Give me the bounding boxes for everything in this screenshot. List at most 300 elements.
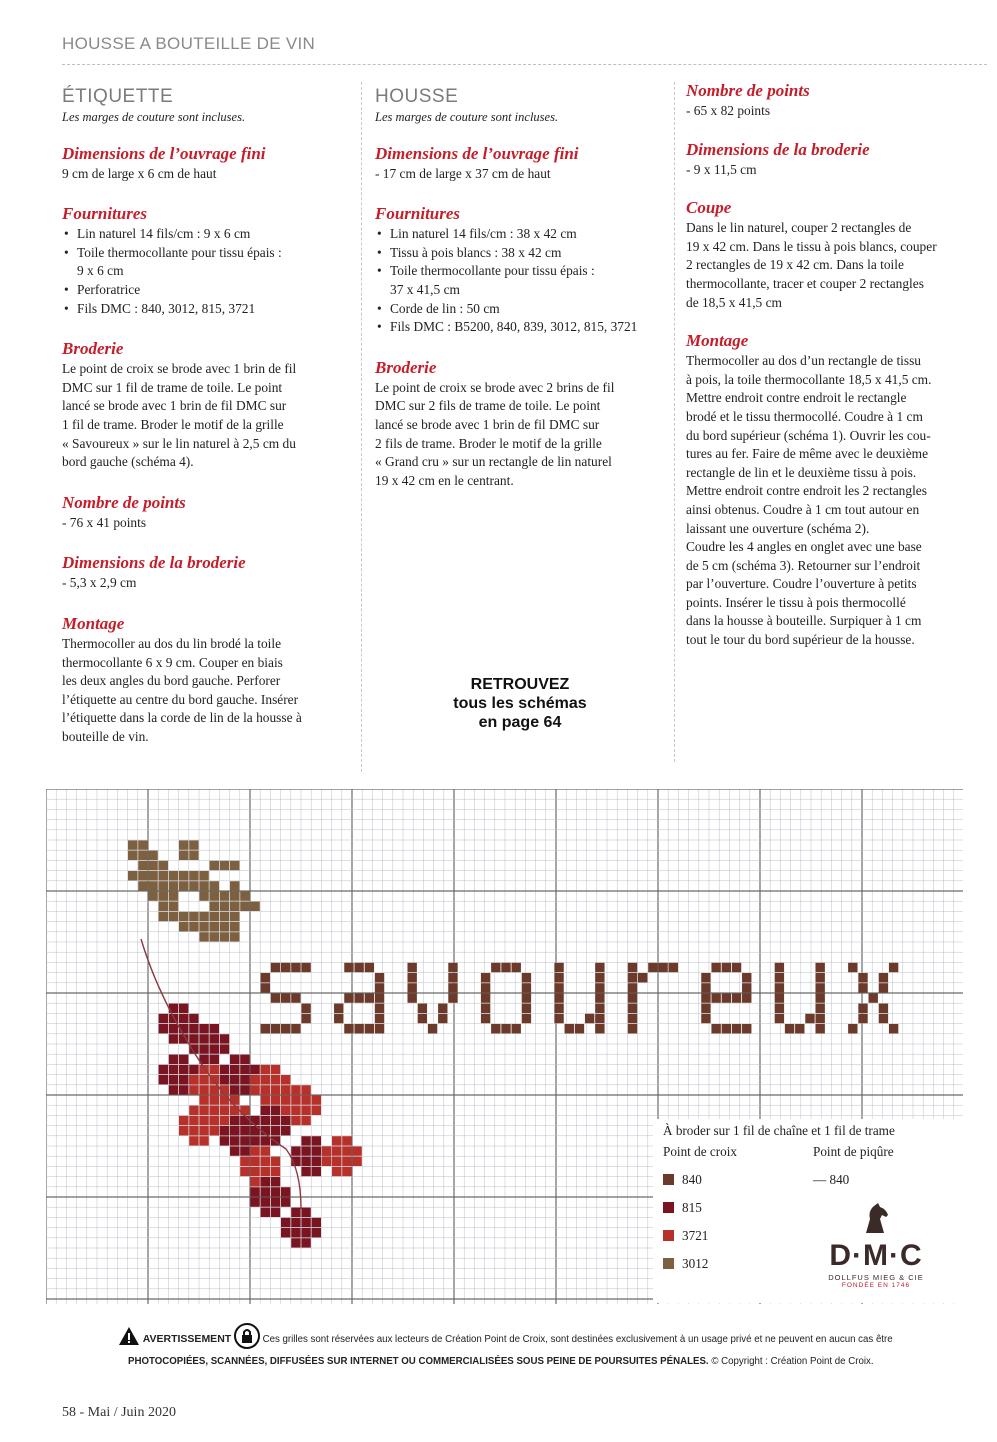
supply-item: • Fils DMC : 840, 3012, 815, 3721 <box>62 300 347 319</box>
callout-line: en page 64 <box>478 714 562 731</box>
berry-stitch <box>169 1065 178 1074</box>
leaf-stitch <box>138 851 147 860</box>
heading-fournitures: Fournitures <box>375 204 461 224</box>
leaf-stitch <box>169 902 178 911</box>
letter-stitch <box>815 973 824 982</box>
letter-stitch <box>701 983 710 992</box>
letter-stitch <box>585 1014 594 1023</box>
leaf-stitch <box>210 861 219 870</box>
letter-stitch <box>281 993 290 1002</box>
berry-stitch <box>179 1004 188 1013</box>
berry-stitch <box>189 1116 198 1125</box>
letter-stitch <box>805 1014 814 1023</box>
berry-stitch <box>271 1187 280 1196</box>
letter-stitch <box>722 1024 731 1033</box>
letter-stitch <box>711 993 720 1002</box>
berry-stitch <box>271 1106 280 1115</box>
warning-line-1 <box>118 1322 893 1350</box>
supply-item: • Toile thermocollante pour tissu épais : <box>375 262 665 281</box>
leaf-stitch <box>250 902 259 911</box>
leaf-stitch <box>210 932 219 941</box>
letter-stitch <box>658 963 667 972</box>
broderie-text <box>62 360 347 472</box>
letter-stitch <box>418 1004 427 1013</box>
text-line: Le point de croix se brode avec 2 brins de fil <box>375 379 615 395</box>
berry-stitch <box>271 1116 280 1125</box>
berry-stitch <box>230 1075 239 1084</box>
berry-stitch <box>220 1065 229 1074</box>
montage-text <box>62 635 347 747</box>
berry-stitch <box>301 1095 310 1104</box>
leaf-stitch <box>138 840 147 849</box>
letter-stitch <box>889 1024 898 1033</box>
berry-stitch <box>271 1085 280 1094</box>
letter-stitch <box>271 963 280 972</box>
leaf-stitch <box>230 881 239 890</box>
dimensions-broderie-text: - 9 x 11,5 cm <box>686 161 757 177</box>
berry-stitch <box>220 1075 229 1084</box>
berry-stitch <box>342 1136 351 1145</box>
letter-stitch <box>848 963 857 972</box>
leaf-stitch <box>210 881 219 890</box>
letter-stitch <box>775 993 784 1002</box>
berry-stitch <box>189 1065 198 1074</box>
berry-stitch <box>169 1024 178 1033</box>
berry-stitch <box>240 1136 249 1145</box>
text-line: « Grand cru » sur un rectangle de lin naturel <box>375 454 612 470</box>
supplies-list <box>62 225 347 318</box>
berry-stitch <box>261 1187 270 1196</box>
dimensions-text: 9 cm de large x 6 cm de haut <box>62 165 217 181</box>
letter-stitch <box>858 973 867 982</box>
berry-stitch <box>291 1095 300 1104</box>
leaf-stitch <box>159 871 168 880</box>
berry-stitch <box>281 1095 290 1104</box>
letter-stitch <box>595 1024 604 1033</box>
dimensions-broderie-text: - 5,3 x 2,9 cm <box>62 575 137 591</box>
text-line: rectangle de lin et le deuxième tissu à pois. <box>686 464 917 480</box>
dimensions-text: - 17 cm de large x 37 cm de haut <box>375 165 551 181</box>
heading-dimensions: Dimensions de l’ouvrage fini <box>375 143 579 163</box>
letter-stitch <box>795 1024 804 1033</box>
letter-stitch <box>879 1014 888 1023</box>
supply-item: • Fils DMC : B5200, 840, 839, 3012, 815, 3721 <box>375 318 665 337</box>
berry-stitch <box>301 1208 310 1217</box>
letter-stitch <box>628 993 637 1002</box>
berry-stitch <box>301 1167 310 1176</box>
berry-stitch <box>159 1075 168 1084</box>
berry-stitch <box>189 1136 198 1145</box>
thread-swatch <box>663 1230 674 1241</box>
leaf-stitch <box>210 922 219 931</box>
berry-stitch <box>210 1095 219 1104</box>
letter-stitch <box>722 993 731 1002</box>
leaf-stitch <box>159 912 168 921</box>
letter-stitch <box>291 1024 300 1033</box>
berry-stitch <box>189 1034 198 1043</box>
berry-stitch <box>210 1106 219 1115</box>
berry-stitch <box>281 1106 290 1115</box>
column-housse <box>375 86 665 490</box>
berry-stitch <box>179 1014 188 1023</box>
berry-stitch <box>271 1065 280 1074</box>
letter-stitch <box>428 1024 437 1033</box>
berry-stitch <box>271 1095 280 1104</box>
berry-stitch <box>240 1065 249 1074</box>
berry-stitch <box>230 1116 239 1125</box>
letter-stitch <box>301 1004 310 1013</box>
leaf-stitch <box>199 871 208 880</box>
berry-stitch <box>189 1126 198 1135</box>
letter-stitch <box>628 1004 637 1013</box>
text-line: laissant une ouverture (schéma 2). <box>686 520 870 536</box>
letter-stitch <box>354 993 363 1002</box>
thread-swatch <box>663 1174 674 1185</box>
berry-stitch <box>199 1116 208 1125</box>
berry-stitch <box>179 1075 188 1084</box>
leaf-stitch <box>199 891 208 900</box>
letter-stitch <box>481 973 490 982</box>
letter-stitch <box>481 1004 490 1013</box>
berry-stitch <box>159 1024 168 1033</box>
text-line: DMC sur 1 fil de trame de toile. Le point <box>62 379 283 395</box>
berry-stitch <box>281 1228 290 1237</box>
supply-item-cont: 37 x 41,5 cm <box>390 281 460 297</box>
berry-stitch <box>189 1014 198 1023</box>
letter-stitch <box>722 963 731 972</box>
leaf-stitch <box>230 861 239 870</box>
letter-stitch <box>291 993 300 1002</box>
leaf-stitch <box>159 891 168 900</box>
montage-text <box>686 352 976 650</box>
text-line: Thermocoller au dos du lin brodé la toile <box>62 635 282 651</box>
berry-stitch <box>261 1167 270 1176</box>
legend-title: À broder sur 1 fil de chaîne et 1 fil de trame <box>663 1123 895 1138</box>
column-divider-2 <box>674 82 675 762</box>
berry-stitch <box>312 1136 321 1145</box>
letter-stitch <box>595 983 604 992</box>
leaf-stitch <box>179 922 188 931</box>
letter-stitch <box>879 973 888 982</box>
berry-stitch <box>281 1218 290 1227</box>
berry-stitch <box>220 1116 229 1125</box>
letter-stitch <box>375 983 384 992</box>
berry-stitch <box>169 1055 178 1064</box>
berry-stitch <box>301 1157 310 1166</box>
leaf-stitch <box>148 871 157 880</box>
leaf-stitch <box>220 891 229 900</box>
berry-stitch <box>261 1197 270 1206</box>
text-line: tures au fer. Faire de même avec le deuxième <box>686 446 929 462</box>
letter-stitch <box>742 993 751 1002</box>
text-line: tout le tour du bord supérieur de la housse. <box>686 632 915 648</box>
berry-stitch <box>261 1065 270 1074</box>
leaf-stitch <box>179 881 188 890</box>
letter-stitch <box>701 993 710 1002</box>
leaf-stitch <box>148 851 157 860</box>
berry-stitch <box>342 1157 351 1166</box>
letter-stitch <box>365 963 374 972</box>
berry-stitch <box>189 1106 198 1115</box>
letter-stitch <box>522 1014 531 1023</box>
callout-line: tous les schémas <box>453 695 587 712</box>
supply-item: • Corde de lin : 50 cm <box>375 300 665 319</box>
berry-stitch <box>230 1136 239 1145</box>
leaf-stitch <box>138 871 147 880</box>
letter-stitch <box>858 983 867 992</box>
berry-stitch <box>261 1177 270 1186</box>
heading-dimensions: Dimensions de l’ouvrage fini <box>62 143 266 163</box>
letter-stitch <box>554 993 563 1002</box>
thread-code: 3012 <box>682 1256 709 1271</box>
berry-stitch <box>342 1146 351 1155</box>
heading-coupe: Coupe <box>686 198 732 218</box>
letter-stitch <box>815 963 824 972</box>
letter-stitch <box>271 993 280 1002</box>
letter-stitch <box>365 993 374 1002</box>
heading-dimensions-broderie: Dimensions de la broderie <box>686 139 870 159</box>
thread-swatch <box>663 1202 674 1213</box>
letter-stitch <box>595 973 604 982</box>
letter-stitch <box>858 1004 867 1013</box>
berry-stitch <box>261 1208 270 1217</box>
text-line: par l’ouverture. Coudre l’ouverture à petits <box>686 576 917 592</box>
berry-stitch <box>342 1167 351 1176</box>
berry-stitch <box>250 1116 259 1125</box>
berry-stitch <box>230 1106 239 1115</box>
text-line: bord gauche (schéma 4). <box>62 454 194 470</box>
letter-stitch <box>407 993 416 1002</box>
berry-stitch <box>199 1136 208 1145</box>
letter-stitch <box>281 963 290 972</box>
berry-stitch <box>250 1085 259 1094</box>
text-line: lancé se brode avec 1 brin de fil DMC sur <box>375 416 600 432</box>
leaf-stitch <box>220 932 229 941</box>
berry-stitch <box>301 1106 310 1115</box>
warning-line-2 <box>128 1356 874 1367</box>
warning-icon <box>118 1326 140 1346</box>
berry-stitch <box>210 1116 219 1125</box>
text-line: Coudre les 4 angles en onglet avec une base <box>686 539 922 555</box>
text-line: bouteille de vin. <box>62 728 149 744</box>
letter-stitch <box>815 1004 824 1013</box>
berry-stitch <box>210 1034 219 1043</box>
text-line: de 5 cm (schéma 3). Retourner sur l’endroit <box>686 557 921 573</box>
berry-stitch <box>301 1238 310 1247</box>
letter-stitch <box>522 983 531 992</box>
berry-stitch <box>240 1116 249 1125</box>
berry-stitch <box>230 1055 239 1064</box>
letter-stitch <box>869 993 878 1002</box>
header-divider <box>62 64 987 65</box>
leaf-stitch <box>148 881 157 890</box>
leaf-stitch <box>210 902 219 911</box>
letter-stitch <box>879 1004 888 1013</box>
letter-stitch <box>889 963 898 972</box>
letter-stitch <box>815 993 824 1002</box>
letter-stitch <box>407 983 416 992</box>
text-line: DMC sur 2 fils de trame de toile. Le point <box>375 398 601 414</box>
letter-stitch <box>261 973 270 982</box>
leaf-stitch <box>159 861 168 870</box>
letter-stitch <box>595 993 604 1002</box>
heading-montage: Montage <box>62 613 125 633</box>
letter-stitch <box>815 1014 824 1023</box>
text-line: 2 rectangles de 19 x 42 cm. Dans la toile <box>686 257 904 273</box>
berry-stitch <box>199 1106 208 1115</box>
berry-stitch <box>220 1126 229 1135</box>
column-divider-1 <box>361 82 362 772</box>
letter-stitch <box>418 1014 427 1023</box>
letter-stitch <box>775 963 784 972</box>
letter-stitch <box>628 973 637 982</box>
letter-stitch <box>742 983 751 992</box>
dmc-logo <box>801 1201 951 1289</box>
letter-stitch <box>732 993 741 1002</box>
letter-stitch <box>742 973 751 982</box>
letter-stitch <box>291 963 300 972</box>
thread-swatch <box>663 1258 674 1269</box>
berry-stitch <box>230 1095 239 1104</box>
berry-stitch <box>291 1238 300 1247</box>
lock-icon <box>234 1322 260 1350</box>
dmc-sub1: DOLLFUS MIEG & CIE <box>828 1273 924 1282</box>
heading-nombre-points: Nombre de points <box>62 492 186 512</box>
berry-stitch <box>199 1024 208 1033</box>
letter-stitch <box>879 983 888 992</box>
letter-stitch <box>848 1024 857 1033</box>
supply-item: • Perforatrice <box>62 281 347 300</box>
letter-stitch <box>522 1004 531 1013</box>
supply-item: • Tissu à pois blancs : 38 x 42 cm <box>375 244 665 263</box>
warning-label: AVERTISSEMENT <box>142 1333 232 1345</box>
letter-stitch <box>565 1024 574 1033</box>
berry-stitch <box>301 1085 310 1094</box>
berry-stitch <box>261 1106 270 1115</box>
letter-stitch <box>575 1024 584 1033</box>
leaf-stitch <box>169 912 178 921</box>
berry-stitch <box>281 1085 290 1094</box>
berry-stitch <box>179 1065 188 1074</box>
leaf-stitch <box>199 932 208 941</box>
leaf-stitch <box>189 871 198 880</box>
letter-stitch <box>775 983 784 992</box>
berry-stitch <box>179 1126 188 1135</box>
letter-stitch <box>375 1004 384 1013</box>
berry-stitch <box>169 1034 178 1043</box>
letter-stitch <box>628 1024 637 1033</box>
berry-stitch <box>352 1146 361 1155</box>
letter-stitch <box>407 973 416 982</box>
supply-item: • Lin naturel 14 fils/cm : 38 x 42 cm <box>375 225 665 244</box>
letter-stitch <box>554 1004 563 1013</box>
letter-stitch <box>344 993 353 1002</box>
text-line: 1 fil de trame. Broder le motif de la grille <box>62 416 284 432</box>
letter-stitch <box>732 1024 741 1033</box>
berry-stitch <box>332 1167 341 1176</box>
warning-text: Ces grilles sont réservées aux lecteurs de Création Point de Croix, sont destinées exclusivement à un usage privé et ne peuvent en aucun cas être <box>262 1334 893 1345</box>
thread-legend <box>653 1119 963 1303</box>
text-line: 2 fils de trame. Broder le motif de la grille <box>375 435 602 451</box>
letter-stitch <box>732 963 741 972</box>
leaf-stitch <box>128 840 137 849</box>
berry-stitch <box>312 1167 321 1176</box>
berry-stitch <box>159 1065 168 1074</box>
berry-stitch <box>352 1157 361 1166</box>
berry-stitch <box>271 1126 280 1135</box>
berry-stitch <box>291 1085 300 1094</box>
berry-stitch <box>291 1146 300 1155</box>
heading-nombre-points: Nombre de points <box>686 81 810 100</box>
letter-stitch <box>438 1014 447 1023</box>
letter-stitch <box>554 1014 563 1023</box>
leaf-stitch <box>179 840 188 849</box>
leaf-stitch <box>138 881 147 890</box>
berry-stitch <box>281 1075 290 1084</box>
letter-stitch <box>354 963 363 972</box>
letter-stitch <box>595 1014 604 1023</box>
letter-stitch <box>261 1024 270 1033</box>
letter-stitch <box>554 973 563 982</box>
berry-stitch <box>291 1228 300 1237</box>
letter-stitch <box>261 983 270 992</box>
berry-stitch <box>179 1085 188 1094</box>
legend-back-label: Point de piqûre <box>813 1144 894 1159</box>
leaf-stitch <box>230 932 239 941</box>
supply-item: • Toile thermocollante pour tissu épais : <box>62 244 347 263</box>
berry-stitch <box>220 1044 229 1053</box>
berry-stitch <box>179 1055 188 1064</box>
letter-stitch <box>628 963 637 972</box>
berry-stitch <box>220 1136 229 1145</box>
letter-stitch <box>448 973 457 982</box>
letter-stitch <box>858 1014 867 1023</box>
berry-stitch <box>281 1197 290 1206</box>
letter-stitch <box>701 973 710 982</box>
supply-item: • Lin naturel 14 fils/cm : 9 x 6 cm <box>62 225 347 244</box>
nombre-points-text: - 76 x 41 points <box>62 514 147 530</box>
text-line: 19 x 42 cm. Dans le tissu à pois blancs, couper <box>686 238 937 254</box>
text-line: l’étiquette dans la corde de lin de la housse à <box>62 710 302 726</box>
berry-stitch <box>312 1228 321 1237</box>
berry-stitch <box>210 1126 219 1135</box>
legend-thread-row <box>663 1256 708 1272</box>
leaf-stitch <box>230 922 239 931</box>
leaf-stitch <box>179 851 188 860</box>
berry-stitch <box>189 1085 198 1094</box>
warning-bold-text: PHOTOCOPIÉES, SCANNÉES, DIFFUSÉES SUR INTERNET OU COMMERCIALISÉES SOUS PEINE DE POURSUITES PÉNALES. <box>128 1356 709 1367</box>
leaf-stitch <box>210 891 219 900</box>
letter-stitch <box>491 963 500 972</box>
letter-stitch <box>512 963 521 972</box>
berry-stitch <box>250 1177 259 1186</box>
berry-stitch <box>230 1146 239 1155</box>
page-footer: 58 - Mai / Juin 2020 <box>62 1405 176 1420</box>
letter-stitch <box>512 1024 521 1033</box>
berry-stitch <box>199 1034 208 1043</box>
berry-stitch <box>199 1044 208 1053</box>
heading-fournitures: Fournitures <box>62 204 148 224</box>
letter-stitch <box>334 1004 343 1013</box>
berry-stitch <box>230 1065 239 1074</box>
heading-dimensions-broderie: Dimensions de la broderie <box>62 553 246 573</box>
letter-stitch <box>271 1024 280 1033</box>
leaf-stitch <box>189 840 198 849</box>
berry-stitch <box>312 1157 321 1166</box>
letter-stitch <box>775 1014 784 1023</box>
text-line: 19 x 42 cm en le centrant. <box>375 472 514 488</box>
letter-stitch <box>669 963 678 972</box>
